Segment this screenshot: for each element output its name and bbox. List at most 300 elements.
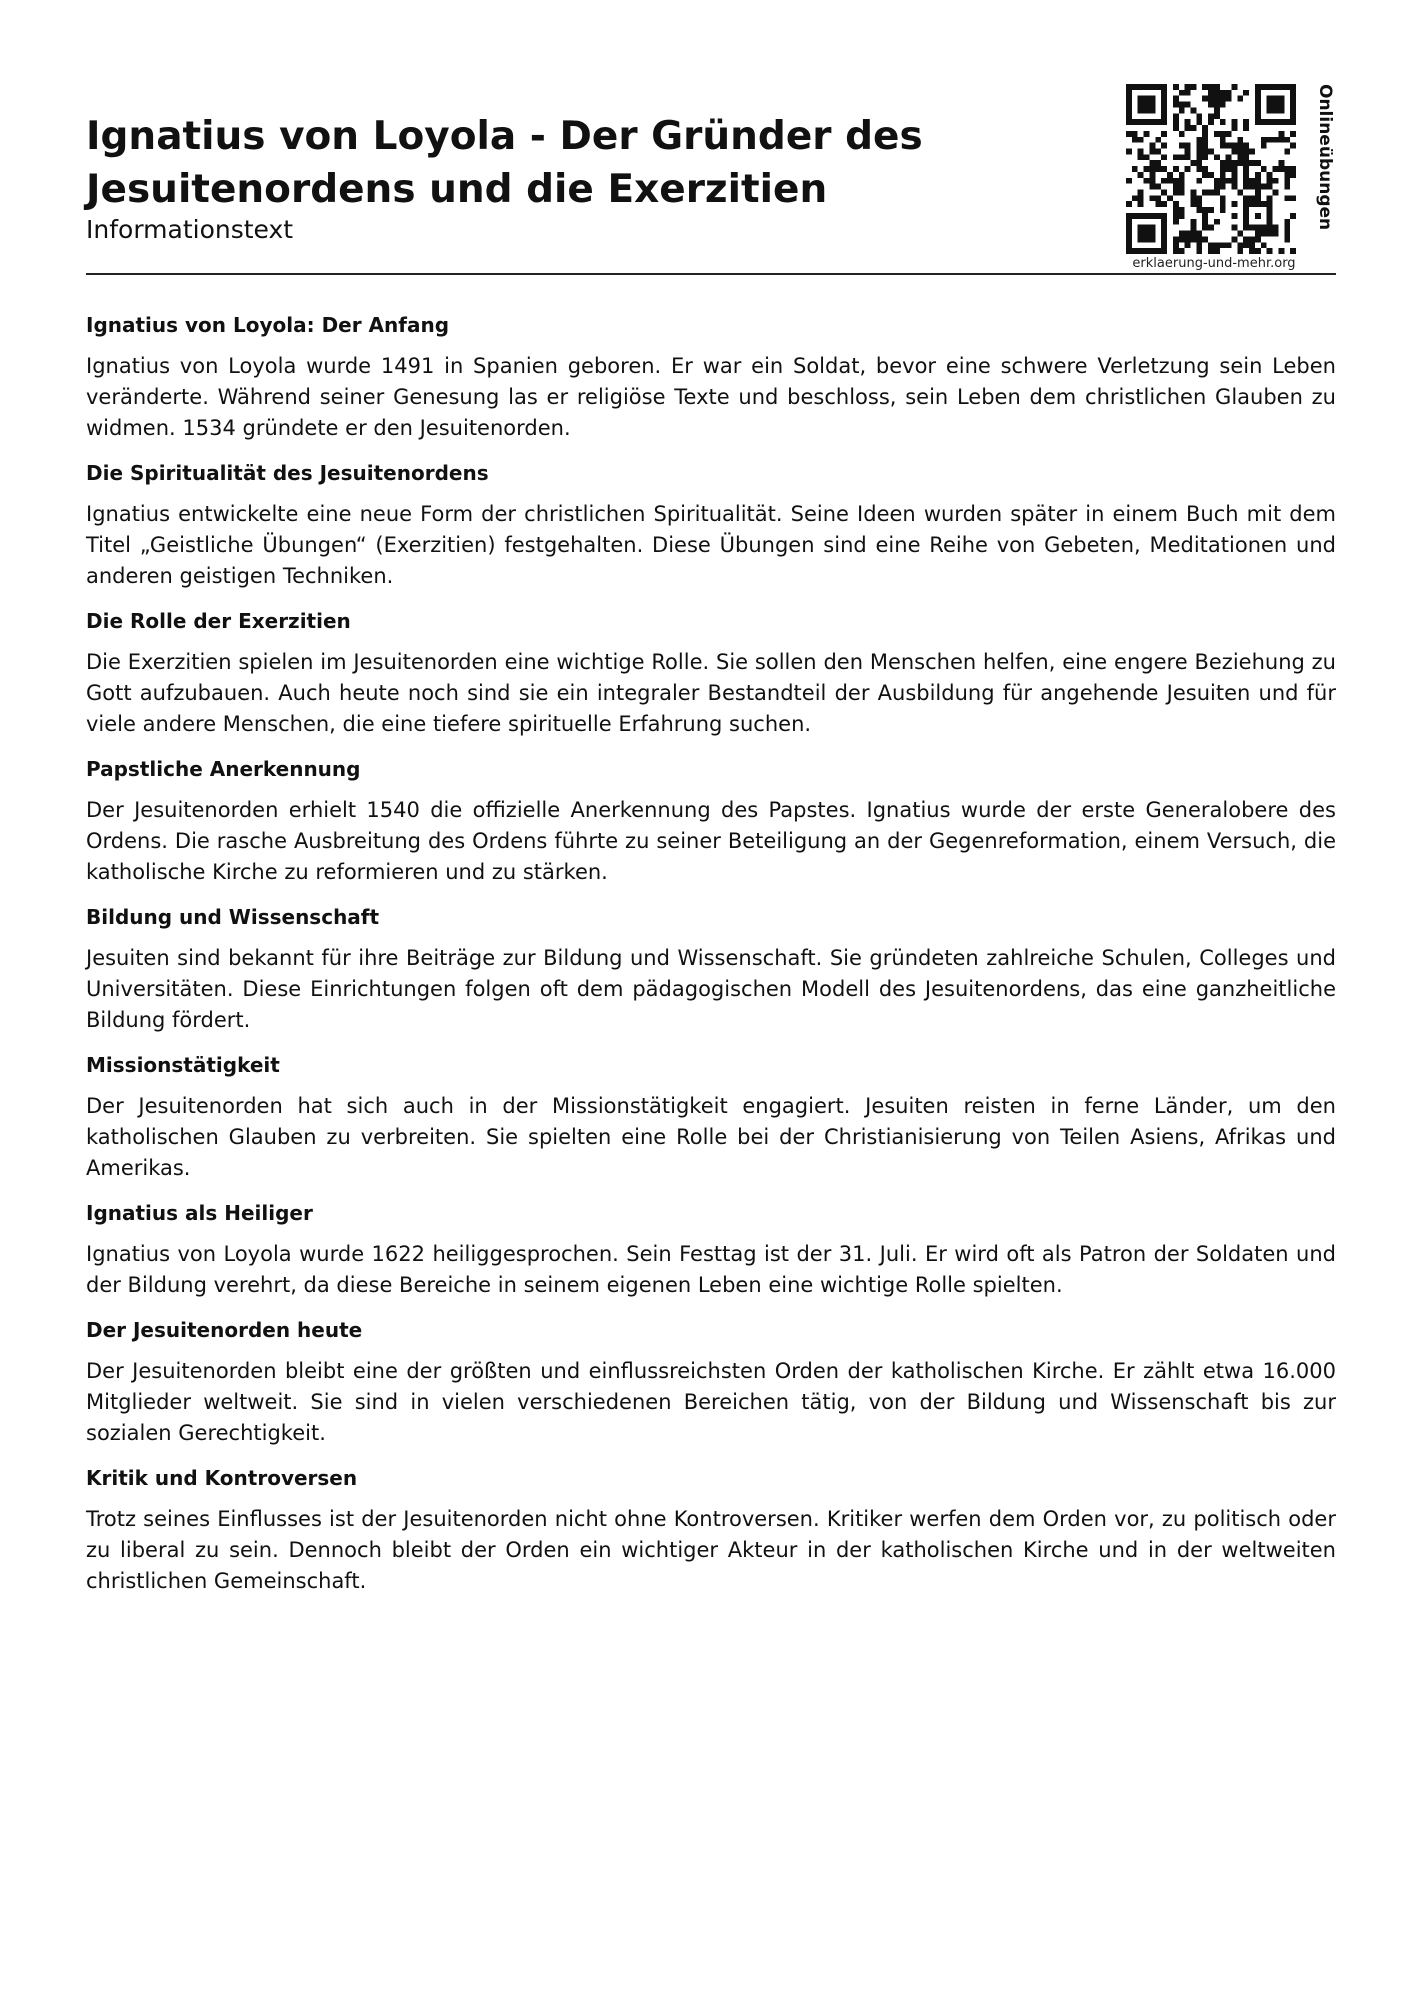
qr-module (1196, 201, 1202, 207)
qr-module (1255, 236, 1261, 242)
qr-module (1161, 166, 1167, 172)
qr-module (1208, 102, 1214, 108)
qr-module (1243, 236, 1249, 242)
qr-module (1290, 107, 1296, 113)
qr-module (1267, 137, 1273, 143)
qr-module (1261, 184, 1267, 190)
qr-module (1173, 113, 1179, 119)
qr-module (1132, 213, 1138, 219)
qr-module (1126, 131, 1132, 137)
qr-module (1290, 119, 1296, 125)
qr-module (1149, 213, 1155, 219)
qr-module (1243, 90, 1249, 96)
qr-module (1267, 231, 1273, 237)
qr-module (1278, 160, 1284, 166)
qr-module (1144, 102, 1150, 108)
qr-module (1138, 102, 1144, 108)
qr-module (1273, 102, 1279, 108)
qr-module (1284, 172, 1290, 178)
qr-module (1290, 172, 1296, 178)
qr-module (1161, 178, 1167, 184)
qr-module (1173, 248, 1179, 254)
qr-module (1243, 219, 1249, 225)
qr-module (1232, 184, 1238, 190)
qr-module (1261, 242, 1267, 248)
qr-module (1202, 143, 1208, 149)
section-bildung (86, 902, 1336, 1036)
qr-module (1243, 184, 1249, 190)
qr-module (1196, 119, 1202, 125)
section-text: Der Jesuitenorden hat sich auch in der Missionstätigkeit engagiert. Jesuiten reisten in ferne Länder, um den katholischen Glauben zu verbreiten. Sie spielten eine Rolle bei der Christianisierung von Teilen Asiens, Afrikas und Amerikas. (86, 1094, 1336, 1180)
qr-module (1126, 225, 1132, 231)
qr-module (1237, 160, 1243, 166)
qr-module (1267, 195, 1273, 201)
qr-module (1138, 236, 1144, 242)
qr-module (1232, 201, 1238, 207)
qr-module (1261, 143, 1267, 149)
qr-module (1155, 248, 1161, 254)
qr-module (1284, 166, 1290, 172)
qr-module (1226, 242, 1232, 248)
qr-module (1220, 143, 1226, 149)
qr-module (1278, 131, 1284, 137)
qr-module (1220, 242, 1226, 248)
qr-module (1202, 190, 1208, 196)
qr-module (1255, 201, 1261, 207)
qr-module (1132, 248, 1138, 254)
qr-module (1185, 90, 1191, 96)
qr-module (1138, 154, 1144, 160)
qr-module (1214, 154, 1220, 160)
qr-module (1126, 113, 1132, 119)
qr-module (1232, 148, 1238, 154)
qr-module (1249, 148, 1255, 154)
qr-module (1237, 148, 1243, 154)
qr-module (1138, 107, 1144, 113)
qr-module (1179, 184, 1185, 190)
section-text: Der Jesuitenorden bleibt eine der größten und einflussreichsten Orden der katholischen Kirche. Er zählt etwa 16.000 Mitglieder weltweit. Sie sind in vielen verschiedenen Bereichen tätig, von der Bildung und Wissenschaft bis zur sozialen Gerechtigkeit. (86, 1359, 1336, 1445)
qr-module (1255, 160, 1261, 166)
qr-module (1284, 137, 1290, 143)
qr-module (1267, 178, 1273, 184)
qr-module (1196, 143, 1202, 149)
qr-module (1261, 225, 1267, 231)
qr-module (1202, 236, 1208, 242)
qr-module (1249, 195, 1255, 201)
section-heading: Die Spiritualität des Jesuitenordens (86, 461, 489, 485)
qr-module (1232, 84, 1238, 90)
qr-module (1138, 96, 1144, 102)
qr-module (1179, 131, 1185, 137)
qr-module (1144, 107, 1150, 113)
qr-module (1226, 154, 1232, 160)
qr-module (1290, 96, 1296, 102)
qr-module (1208, 119, 1214, 125)
qr-module (1149, 172, 1155, 178)
qr-code-block[interactable] (1122, 84, 1336, 274)
qr-module (1196, 195, 1202, 201)
qr-module (1173, 125, 1179, 131)
qr-module (1202, 166, 1208, 172)
qr-module (1214, 184, 1220, 190)
qr-module (1179, 236, 1185, 242)
qr-module (1214, 248, 1220, 254)
qr-module (1273, 225, 1279, 231)
section-text: Ignatius entwickelte eine neue Form der christlichen Spiritualität. Seine Ideen wurden später in einem Buch mit dem Titel „Geistliche Übungen“ (Exerzitien) festgehalten. Diese Übungen sind eine Reihe von Gebeten, Meditationen und anderen geistigen Techniken. (86, 502, 1336, 588)
qr-module (1144, 213, 1150, 219)
qr-module (1185, 166, 1191, 172)
qr-module (1214, 102, 1220, 108)
qr-module (1196, 160, 1202, 166)
qr-module (1179, 190, 1185, 196)
qr-module (1267, 184, 1273, 190)
qr-module (1255, 225, 1261, 231)
qr-module (1267, 225, 1273, 231)
qr-module (1261, 166, 1267, 172)
qr-module (1126, 213, 1132, 219)
qr-module (1273, 84, 1279, 90)
qr-site-label: erklaerung-und-mehr.org (1132, 256, 1296, 271)
qr-module (1202, 172, 1208, 178)
qr-module (1173, 242, 1179, 248)
qr-module (1267, 172, 1273, 178)
section-text: Ignatius von Loyola wurde 1622 heiliggesprochen. Sein Festtag ist der 31. Juli. Er wird oft als Patron der Soldaten und der Bildung verehrt, da diese Bereiche in seinem eigenen Leben eine wichtige Rolle spielten. (86, 1242, 1336, 1297)
qr-module (1273, 178, 1279, 184)
qr-module (1138, 195, 1144, 201)
qr-module (1208, 90, 1214, 96)
qr-module (1138, 231, 1144, 237)
qr-module (1161, 131, 1167, 137)
qr-module (1278, 137, 1284, 143)
qr-module (1226, 160, 1232, 166)
qr-module (1132, 195, 1138, 201)
qr-module (1255, 96, 1261, 102)
qr-module (1173, 219, 1179, 225)
qr-module (1173, 154, 1179, 160)
qr-module (1190, 201, 1196, 207)
qr-module (1149, 166, 1155, 172)
qr-module (1232, 236, 1238, 242)
qr-module (1202, 125, 1208, 131)
qr-module (1126, 119, 1132, 125)
qr-module (1255, 195, 1261, 201)
qr-module (1202, 131, 1208, 137)
qr-module (1126, 248, 1132, 254)
qr-module (1243, 166, 1249, 172)
qr-module (1208, 242, 1214, 248)
qr-module (1126, 219, 1132, 225)
qr-module (1138, 137, 1144, 143)
qr-module (1255, 184, 1261, 190)
qr-module (1173, 166, 1179, 172)
qr-module (1161, 154, 1167, 160)
qr-module (1173, 119, 1179, 125)
qr-module (1126, 148, 1132, 154)
qr-module (1173, 207, 1179, 213)
section-anerkennung (86, 754, 1336, 888)
qr-module (1196, 113, 1202, 119)
qr-module (1220, 160, 1226, 166)
qr-module (1278, 119, 1284, 125)
qr-module (1196, 207, 1202, 213)
section-heading: Der Jesuitenorden heute (86, 1318, 363, 1342)
qr-module (1243, 195, 1249, 201)
section-text: Trotz seines Einflusses ist der Jesuitenorden nicht ohne Kontroversen. Kritiker werfen dem Orden vor, zu politisch oder zu liberal zu sein. Dennoch bleibt der Orden ein wichtiger Akteur in der katholischen Kirche und in der weltweiten christlichen Gemeinschaft. (86, 1507, 1336, 1593)
qr-module (1155, 213, 1161, 219)
qr-module (1284, 236, 1290, 242)
qr-module (1226, 143, 1232, 149)
section-mission (86, 1050, 1336, 1184)
qr-module (1278, 166, 1284, 172)
qr-module (1126, 107, 1132, 113)
qr-code-icon[interactable] (1126, 84, 1296, 254)
qr-module (1138, 172, 1144, 178)
qr-module (1232, 178, 1238, 184)
section-spiritualitaet (86, 458, 1336, 592)
qr-module (1138, 148, 1144, 154)
qr-module (1173, 184, 1179, 190)
qr-module (1255, 231, 1261, 237)
qr-module (1237, 137, 1243, 143)
qr-module (1249, 236, 1255, 242)
qr-module (1267, 84, 1273, 90)
qr-module (1149, 195, 1155, 201)
qr-module (1161, 201, 1167, 207)
qr-module (1149, 148, 1155, 154)
qr-module (1208, 172, 1214, 178)
qr-module (1196, 178, 1202, 184)
qr-module (1290, 248, 1296, 254)
qr-module (1249, 201, 1255, 207)
qr-module (1196, 248, 1202, 254)
qr-module (1243, 119, 1249, 125)
qr-module (1126, 84, 1132, 90)
qr-module (1185, 236, 1191, 242)
qr-module (1255, 248, 1261, 254)
qr-module (1126, 96, 1132, 102)
qr-module (1161, 242, 1167, 248)
qr-module (1190, 84, 1196, 90)
qr-module (1273, 107, 1279, 113)
qr-module (1149, 143, 1155, 149)
qr-module (1149, 107, 1155, 113)
qr-module (1155, 119, 1161, 125)
qr-module (1237, 143, 1243, 149)
qr-module (1138, 225, 1144, 231)
qr-module (1138, 201, 1144, 207)
qr-module (1232, 225, 1238, 231)
qr-module (1126, 242, 1132, 248)
qr-module (1237, 231, 1243, 237)
qr-module (1261, 231, 1267, 237)
qr-module (1220, 184, 1226, 190)
qr-module (1190, 219, 1196, 225)
qr-module (1243, 143, 1249, 149)
qr-module (1190, 231, 1196, 237)
section-heiliger (86, 1198, 1336, 1301)
qr-module (1126, 201, 1132, 207)
qr-module (1232, 125, 1238, 131)
qr-module (1161, 119, 1167, 125)
qr-module (1237, 190, 1243, 196)
qr-module (1214, 219, 1220, 225)
qr-module (1237, 154, 1243, 160)
qr-module (1255, 213, 1261, 219)
qr-module (1132, 84, 1138, 90)
qr-module (1144, 96, 1150, 102)
qr-module (1214, 90, 1220, 96)
qr-module (1208, 207, 1214, 213)
qr-module (1278, 107, 1284, 113)
section-kritik (86, 1463, 1336, 1597)
qr-module (1161, 84, 1167, 90)
qr-module (1173, 84, 1179, 90)
qr-module (1220, 195, 1226, 201)
qr-module (1290, 195, 1296, 201)
section-text: Jesuiten sind bekannt für ihre Beiträge zur Bildung und Wissenschaft. Sie gründeten zahlreiche Schulen, Colleges und Universitäten. Diese Einrichtungen folgen oft dem pädagogischen Modell des Jesuitenordens, das eine ganzheitliche Bildung fördert. (86, 946, 1336, 1032)
qr-module (1149, 119, 1155, 125)
qr-module (1173, 236, 1179, 242)
section-heading: Ignatius von Loyola: Der Anfang (86, 313, 450, 337)
qr-module (1243, 213, 1249, 219)
qr-module (1220, 178, 1226, 184)
qr-module (1237, 242, 1243, 248)
qr-module (1273, 166, 1279, 172)
qr-module (1267, 213, 1273, 219)
section-heading: Kritik und Kontroversen (86, 1466, 358, 1490)
qr-module (1249, 184, 1255, 190)
qr-module (1190, 107, 1196, 113)
qr-module (1190, 236, 1196, 242)
section-text: Die Exerzitien spielen im Jesuitenorden eine wichtige Rolle. Sie sollen den Menschen helfen, eine engere Beziehung zu Gott aufzubauen. Auch heute noch sind sie ein integraler Bestandteil der Ausbildung für angehende Jesuiten und für viele andere Menschen, die eine tiefere spirituelle Erfahrung suchen. (86, 650, 1336, 736)
qr-module (1284, 195, 1290, 201)
qr-module (1290, 213, 1296, 219)
qr-module (1161, 213, 1167, 219)
qr-module (1226, 96, 1232, 102)
qr-module (1267, 248, 1273, 254)
qr-module (1185, 148, 1191, 154)
qr-module (1267, 119, 1273, 125)
section-text: Der Jesuitenorden erhielt 1540 die offizielle Anerkennung des Papstes. Ignatius wurde der erste Generalobere des Ordens. Die rasche Ausbreitung des Ordens führte zu seiner Beteiligung an der Gegenreformation, einem Versuch, die katholische Kirche zu reformieren und zu stärken. (86, 798, 1336, 884)
qr-module (1149, 178, 1155, 184)
qr-module (1232, 166, 1238, 172)
qr-module (1144, 119, 1150, 125)
qr-module (1190, 195, 1196, 201)
qr-module (1138, 248, 1144, 254)
qr-module (1214, 131, 1220, 137)
qr-module (1214, 178, 1220, 184)
qr-module (1179, 102, 1185, 108)
qr-module (1173, 178, 1179, 184)
qr-module (1179, 207, 1185, 213)
qr-module (1273, 96, 1279, 102)
qr-module (1243, 148, 1249, 154)
qr-module (1214, 113, 1220, 119)
qr-module (1284, 84, 1290, 90)
qr-module (1179, 90, 1185, 96)
qr-module (1144, 236, 1150, 242)
qr-module (1273, 119, 1279, 125)
section-exerzitien (86, 606, 1336, 740)
qr-module (1243, 172, 1249, 178)
qr-module (1149, 160, 1155, 166)
qr-module (1255, 90, 1261, 96)
section-text: Ignatius von Loyola wurde 1491 in Spanien geboren. Er war ein Soldat, bevor eine schwere Verletzung sein Leben veränderte. Während seiner Genesung las er religiöse Texte und beschloss, sein Leben dem christlichen Glauben zu widmen. 1534 gründete er den Jesuitenorden. (86, 354, 1336, 440)
qr-module (1214, 242, 1220, 248)
qr-module (1237, 96, 1243, 102)
qr-module (1284, 219, 1290, 225)
qr-module (1149, 231, 1155, 237)
qr-module (1255, 190, 1261, 196)
qr-module (1179, 107, 1185, 113)
qr-module (1255, 107, 1261, 113)
qr-module (1220, 207, 1226, 213)
qr-module (1173, 213, 1179, 219)
qr-module (1290, 102, 1296, 108)
qr-module (1261, 201, 1267, 207)
qr-module (1161, 96, 1167, 102)
qr-module (1132, 119, 1138, 125)
qr-module (1173, 102, 1179, 108)
qr-module (1220, 172, 1226, 178)
qr-module (1185, 119, 1191, 125)
qr-module (1149, 96, 1155, 102)
qr-module (1144, 178, 1150, 184)
qr-module (1185, 231, 1191, 237)
qr-module (1249, 160, 1255, 166)
qr-module (1155, 201, 1161, 207)
content-body (86, 310, 1336, 1611)
qr-module (1161, 102, 1167, 108)
qr-module (1185, 143, 1191, 149)
qr-module (1249, 242, 1255, 248)
qr-module (1179, 231, 1185, 237)
qr-module (1249, 225, 1255, 231)
qr-module (1149, 248, 1155, 254)
qr-module (1138, 84, 1144, 90)
qr-module (1202, 154, 1208, 160)
section-heading: Missionstätigkeit (86, 1053, 280, 1077)
qr-module (1278, 84, 1284, 90)
qr-module (1161, 219, 1167, 225)
qr-module (1144, 225, 1150, 231)
qr-module (1185, 242, 1191, 248)
qr-module (1161, 236, 1167, 242)
qr-module (1255, 119, 1261, 125)
qr-module (1161, 90, 1167, 96)
qr-module (1243, 201, 1249, 207)
qr-module (1155, 148, 1161, 154)
qr-module (1290, 131, 1296, 137)
qr-module (1261, 84, 1267, 90)
section-heading: Ignatius als Heiliger (86, 1201, 313, 1225)
qr-module (1179, 154, 1185, 160)
qr-module (1196, 236, 1202, 242)
qr-module (1290, 90, 1296, 96)
qr-module (1232, 119, 1238, 125)
section-anfang (86, 310, 1336, 444)
qr-module (1155, 166, 1161, 172)
qr-module (1155, 195, 1161, 201)
qr-module (1190, 225, 1196, 231)
qr-module (1220, 102, 1226, 108)
qr-module (1226, 90, 1232, 96)
qr-module (1173, 96, 1179, 102)
qr-module (1278, 248, 1284, 254)
qr-module (1132, 166, 1138, 172)
qr-module (1284, 225, 1290, 231)
qr-module (1179, 248, 1185, 254)
